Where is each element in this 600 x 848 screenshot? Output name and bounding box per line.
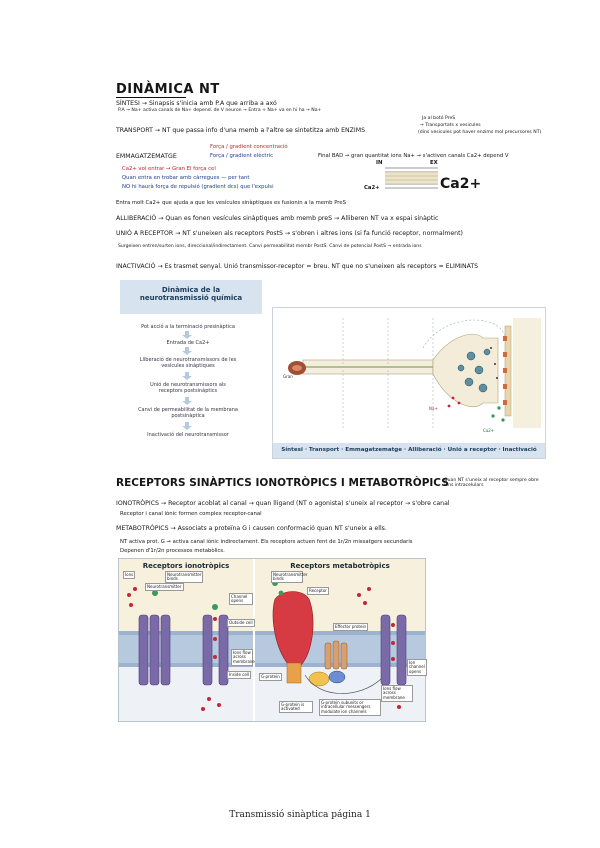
flow-arrow-icon xyxy=(182,331,192,339)
ann-gprot-sub: G-protein subunits or intracellular messengers modulate ion channels xyxy=(319,699,381,716)
page-footer: Transmissió sinàptica página 1 xyxy=(229,810,371,820)
receptors-figure xyxy=(118,558,426,722)
note-unio-sub: Surgeixen entren/surten ions, direccional/indirectament. Canvi permeabilitat membr PostS. Canvi de potencial PostS → entrada ions xyxy=(118,244,422,249)
ann-outside: Outside cell xyxy=(227,619,255,627)
flow-step-3: Lliberació de neurotransmissors de les vesícules sinàptiques xyxy=(139,357,237,369)
synapse-panel xyxy=(272,307,546,459)
label-ca-small: Ca2+ xyxy=(364,185,380,191)
note-ca3: NO hi haurà força de repulsió (gradient dcs) que l'expulsi xyxy=(122,184,274,190)
flow-step-2: Entrada de Ca2+ xyxy=(166,340,210,346)
note-metabotropics: METABOTRÒPICS → Associats a proteïna G i causen conformació quan NT s'uneix a ells. xyxy=(116,525,387,532)
note-ionotropics-sub: Receptor i canal iònic formen complex receptor-canal xyxy=(120,511,262,517)
flow-header-line2: neurotransmissió química xyxy=(139,294,243,302)
ann-ions-flow-2: Ions flow across membrane xyxy=(381,685,413,702)
note-transport-side2: → Transportats x vesicules xyxy=(420,123,481,128)
note-sintesi-sub: P.A → Na+ activa canals de Na+ depend. de V neuron → Entra + Na+ va en hi ha → Na+ xyxy=(118,108,322,113)
iono-title: Receptors ionotròpics xyxy=(142,562,230,570)
metabo-title: Receptors metabotròpics xyxy=(290,562,390,570)
flow-arrow-icon xyxy=(182,397,192,405)
note-emmag-force1: Força / gradient concentració xyxy=(210,144,288,150)
title-underline xyxy=(116,97,186,98)
note-emmag-force2: Força / gradient elèctric xyxy=(210,153,274,159)
note-ca4: Entra molt Ca2+ que ajuda a que les vesícules sinàptiques es fusionin a la memb PreS xyxy=(116,200,346,206)
note-ca1: Ca2+ vol entrar → Gran El força cel xyxy=(122,166,216,172)
flow-step-6: Inactivació del neurotransmissor xyxy=(147,432,229,438)
note-sintesi: SÍNTESI → Sinapsis s'inicia amb P.A que arriba a axó xyxy=(116,100,277,107)
section-receptors-heading: RECEPTORS SINÀPTICS IONOTRÒPICS I METABOTRÒPICS xyxy=(116,477,449,489)
note-transport-side3: (dins vesicules pot haver enzims mol precursores NT) xyxy=(418,130,542,135)
flow-arrow-icon xyxy=(182,422,192,430)
ann-channel-opens: Channel opens xyxy=(229,593,253,605)
ann-receptor: Receptor xyxy=(307,587,329,595)
label-in: IN xyxy=(376,160,383,166)
synapse-label-ca: Ca2+ xyxy=(483,428,495,433)
flow-arrow-icon xyxy=(182,372,192,380)
label-ca-big: Ca2+ xyxy=(440,176,482,192)
ann-ion-channel-opens: Ion channel opens xyxy=(407,659,427,676)
note-metabotropics-sub2: Depenen d'1r/2n processos metabòlics. xyxy=(120,548,225,554)
ann-ions: Ions xyxy=(123,571,135,579)
note-inactivacio: INACTIVACIÓ → Es trasmet senyal. Unió transmissor-receptor = breu. NT que no s'uneixen als receptors = ELIMINATS xyxy=(116,263,479,270)
ann-effector: Effector protein xyxy=(333,623,368,631)
flow-panel-header xyxy=(120,280,262,314)
flow-header-line1: Dinàmica de la xyxy=(161,286,221,294)
ann-nt: Neurotransmitter xyxy=(145,583,184,591)
note-transport-side1: Ja al botó PreS xyxy=(422,116,456,121)
note-transport: TRANSPORT → NT que passa info d'una memb a l'altre se sintetitza amb ENZIMS xyxy=(116,127,365,134)
ann-gprotein: G-protein xyxy=(259,673,282,681)
synapse-label-na: Na+ xyxy=(429,406,438,411)
flow-step-1: Pot acció a la terminació presinàptica xyxy=(141,324,235,330)
note-unio: UNIÓ A RECEPTOR → NT s'uneixen als receptors PostS → s'obren i altres ions (si fa funció receptor, normalment) xyxy=(116,230,463,237)
note-emmag-right: Final BAD → gran quantitat ions Na+ → s'activen canals Ca2+ depend V xyxy=(318,153,509,159)
ann-inside: Inside cell xyxy=(227,671,251,679)
flow-step-4: Unió de neurotransmissors als receptors postsinàptics xyxy=(150,382,226,394)
page-title: DINÀMICA NT xyxy=(116,82,220,97)
ann-ion-flow: Ions flow across membrane xyxy=(231,649,253,666)
flow-panel xyxy=(118,280,268,450)
receptors-heading-side: Quan NT s'uneix al receptor sempre obre ions intracelulars xyxy=(444,478,539,489)
flow-step-5: Canvi de permeabilitat de la membrana postsinàptica xyxy=(138,407,238,419)
note-alliberacio: ALLIBERACIÓ → Quan es fonen vesícules sinàptiques amb memb preS → Alliberen NT va x espai sinàptic xyxy=(116,215,439,222)
synapse-illustration xyxy=(273,308,545,442)
synapse-caption: Síntesi · Transport · Emmagatzematge · Alliberació · Unió a receptor · Inactivació xyxy=(273,443,545,458)
synapse-label-gran: Gran xyxy=(283,374,293,379)
ann-nt-binds: Neurotransmitter binds xyxy=(165,571,203,583)
flow-arrow-icon xyxy=(182,347,192,355)
note-emmag: EMMAGATZEMATGE xyxy=(116,153,177,160)
note-metabotropics-sub1: NT activa prot. G → activa canal iònic indirectament. Els receptors actuen fent de 1r/2n missatgers secundaris xyxy=(120,539,413,545)
note-ionotropics: IONOTRÒPICS → Receptor acoblat al canal → quan lligand (NT o agonista) s'uneix al receptor → s'obre canal xyxy=(116,500,450,507)
note-ca2: Quan entra en trobar amb càrregues — per tant xyxy=(122,175,250,181)
ann-gprot-act: G-protein is activated xyxy=(279,701,313,713)
label-ex: EX xyxy=(430,160,438,166)
ann-nt-binds-2: Neurotransmitter binds xyxy=(271,571,303,583)
